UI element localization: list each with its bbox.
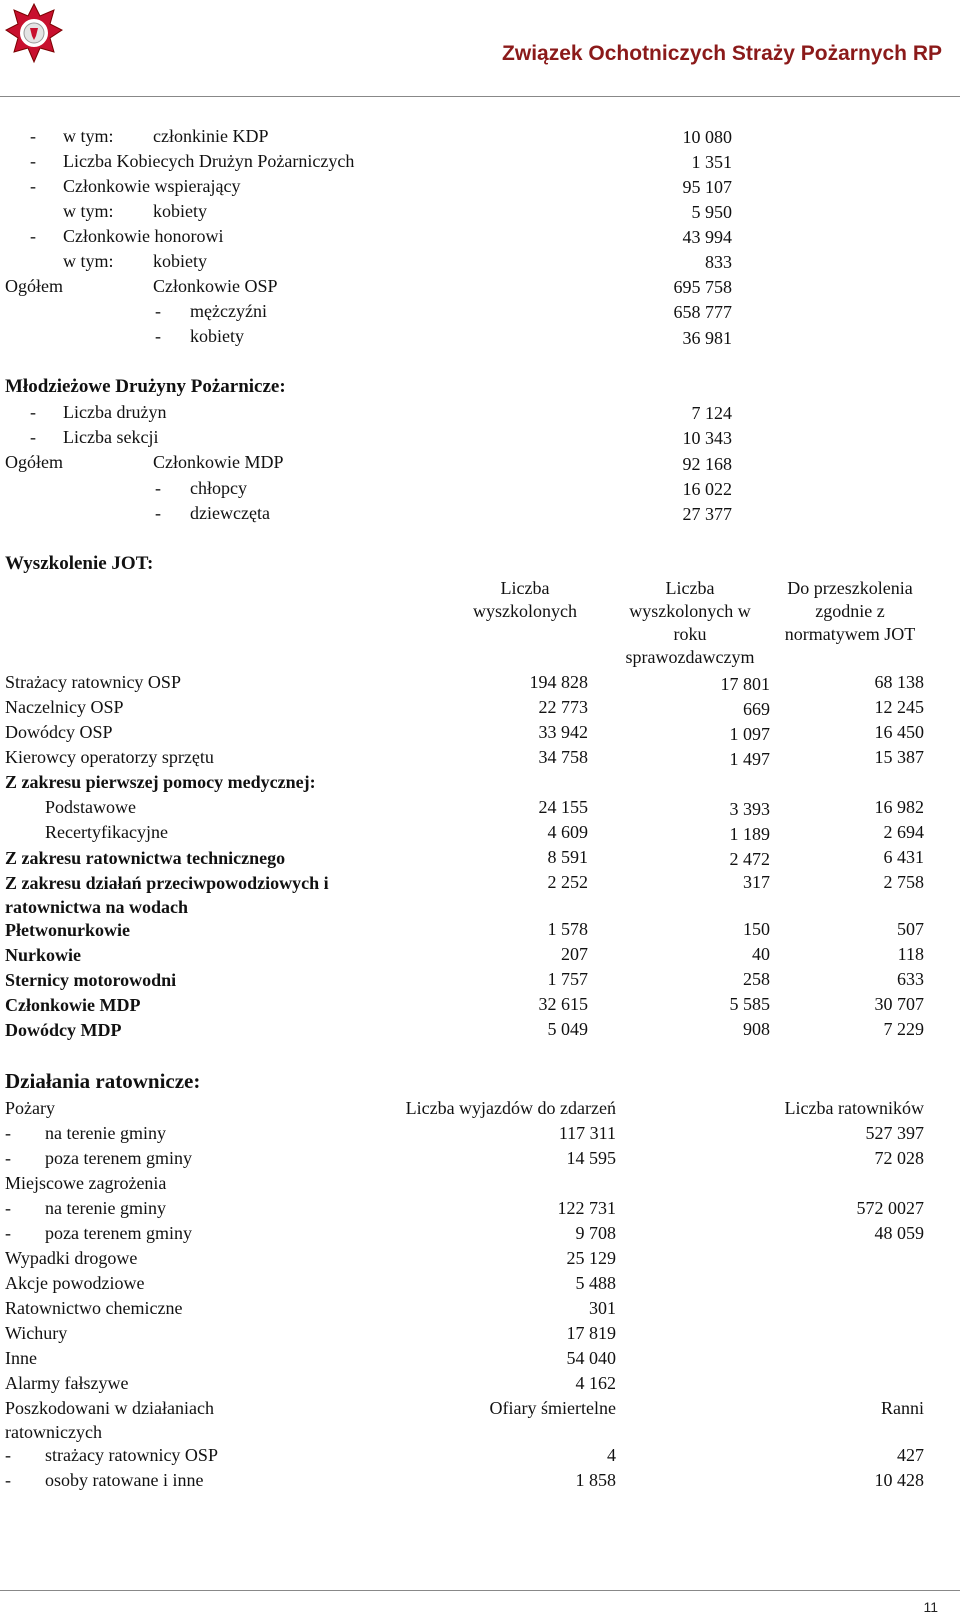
- cell-dispatches: 14 595: [566, 1148, 616, 1168]
- cell-trained: 22 773: [538, 697, 588, 717]
- cell-injured: 427: [897, 1445, 924, 1465]
- cell-dispatches: 5 488: [575, 1273, 616, 1293]
- header-line: Do przeszkolenia: [787, 578, 913, 598]
- cell-to-train: 7 229: [883, 1019, 924, 1039]
- row-prefix: -: [5, 1470, 11, 1490]
- cell-to-train: 118: [897, 944, 924, 964]
- cell-to-train: 16 982: [874, 797, 924, 817]
- cell-to-train: 68 138: [874, 672, 924, 692]
- row-value: 10 080: [682, 127, 732, 147]
- row-value: 7 124: [691, 403, 732, 423]
- cell-to-train: 16 450: [874, 722, 924, 742]
- row-label: Dowódcy MDP: [5, 1020, 122, 1040]
- row-label: Liczba drużyn: [63, 402, 167, 422]
- cell-trained: 33 942: [538, 722, 588, 742]
- cell-trained-year: 2 472: [729, 849, 770, 869]
- cell-dispatches: 9 708: [575, 1223, 616, 1243]
- cell-dispatches: 122 731: [557, 1198, 616, 1218]
- row-sublabel: -: [155, 326, 161, 346]
- row-value: 1 351: [691, 152, 732, 172]
- row-label: Pożary: [5, 1098, 55, 1118]
- cell-dispatches: 301: [589, 1298, 616, 1318]
- row-prefix: -: [30, 226, 36, 246]
- cell-trained-year: 1 189: [729, 824, 770, 844]
- header-divider: [0, 96, 960, 97]
- column-header-rescuers: Liczba ratowników: [784, 1098, 924, 1118]
- row-label: Sternicy motorowodni: [5, 970, 177, 990]
- row-label: Z zakresu ratownictwa technicznego: [5, 848, 286, 868]
- column-header-injured: Ranni: [881, 1398, 924, 1418]
- row-label: Poszkodowani w działaniach: [5, 1398, 214, 1418]
- row-label: Miejscowe zagrożenia: [5, 1173, 167, 1193]
- row-prefix: Ogółem: [5, 452, 63, 472]
- cell-trained-year: 1 097: [729, 724, 770, 744]
- row-label: Członkowie MDP: [5, 995, 141, 1015]
- cell-trained-year: 17 801: [720, 674, 770, 694]
- cell-trained: 1 757: [547, 969, 588, 989]
- cell-trained-year: 908: [743, 1019, 770, 1039]
- row-prefix: -: [30, 402, 36, 422]
- row-label: dziewczęta: [190, 503, 270, 523]
- row-label-cont: ratowniczych: [5, 1422, 102, 1442]
- row-label: Podstawowe: [45, 797, 136, 817]
- cell-dispatches: 4 162: [575, 1373, 616, 1393]
- cell-rescuers: 48 059: [874, 1223, 924, 1243]
- row-label: Kierowcy operatorzy sprzętu: [5, 747, 214, 767]
- row-label: na terenie gminy: [45, 1123, 166, 1143]
- row-label: Płetwonurkowie: [5, 920, 130, 940]
- row-label: Alarmy fałszywe: [5, 1373, 129, 1393]
- row-value: 43 994: [682, 227, 732, 247]
- column-header-to-train: [770, 577, 930, 646]
- row-label: poza terenem gminy: [45, 1148, 192, 1168]
- row-value: 36 981: [682, 328, 732, 348]
- cell-trained-year: 3 393: [729, 799, 770, 819]
- row-sublabel: Członkowie OSP: [153, 276, 278, 296]
- row-label: Strażacy ratownicy OSP: [5, 672, 181, 692]
- section-title: Młodzieżowe Drużyny Pożarnicze:: [5, 376, 286, 397]
- row-value: 695 758: [673, 277, 732, 297]
- row-sublabel: mężczyźni: [190, 301, 267, 321]
- row-prefix: -: [5, 1123, 11, 1143]
- row-label: Z zakresu działań przeciwpowodziowych i: [5, 873, 329, 893]
- row-label: w tym:: [63, 126, 114, 146]
- cell-trained-year: 150: [743, 919, 770, 939]
- row-label: Akcje powodziowe: [5, 1273, 145, 1293]
- osp-emblem-logo: [4, 2, 64, 64]
- cell-trained-year: 5 585: [729, 994, 770, 1014]
- row-label: Wichury: [5, 1323, 68, 1343]
- row-label: strażacy ratownicy OSP: [45, 1445, 218, 1465]
- row-prefix: -: [30, 427, 36, 447]
- cell-fatalities: 1 858: [575, 1470, 616, 1490]
- row-value: 95 107: [682, 177, 732, 197]
- cell-trained: 32 615: [538, 994, 588, 1014]
- row-prefix: -: [5, 1445, 11, 1465]
- row-label: w tym:: [63, 251, 114, 271]
- header-line: Liczba: [500, 578, 550, 598]
- row-label: -: [155, 478, 161, 498]
- cell-trained-year: 317: [743, 872, 770, 892]
- row-label: Dowódcy OSP: [5, 722, 113, 742]
- header-line: wyszkolonych: [473, 601, 577, 621]
- cell-trained: 194 828: [529, 672, 588, 692]
- cell-fatalities: 4: [607, 1445, 616, 1465]
- row-label: Członkowie MDP: [153, 452, 284, 472]
- cell-dispatches: 117 311: [558, 1123, 616, 1143]
- header-line: zgodnie z: [815, 601, 885, 621]
- row-label: -: [155, 503, 161, 523]
- row-prefix: -: [30, 151, 36, 171]
- cell-to-train: 507: [897, 919, 924, 939]
- section-title: Działania ratownicze:: [5, 1069, 201, 1093]
- cell-to-train: 6 431: [883, 847, 924, 867]
- row-sublabel: kobiety: [153, 251, 207, 271]
- cell-dispatches: 54 040: [566, 1348, 616, 1368]
- row-label: Naczelnicy OSP: [5, 697, 124, 717]
- row-sublabel: członkinie KDP: [153, 126, 269, 146]
- header-line: Liczba: [665, 578, 715, 598]
- cell-to-train: 15 387: [874, 747, 924, 767]
- row-label: poza terenem gminy: [45, 1223, 192, 1243]
- row-sublabel: kobiety: [190, 326, 244, 346]
- row-value: 658 777: [673, 302, 732, 322]
- row-prefix: -: [30, 176, 36, 196]
- row-value: 10 343: [682, 428, 732, 448]
- page-number: 11: [923, 1599, 938, 1615]
- cell-trained: 24 155: [538, 797, 588, 817]
- row-label: Wypadki drogowe: [5, 1248, 138, 1268]
- row-label: Ratownictwo chemiczne: [5, 1298, 183, 1318]
- row-prefix: Ogółem: [5, 276, 63, 296]
- cell-trained: 207: [561, 944, 588, 964]
- row-value: 92 168: [682, 454, 732, 474]
- cell-trained-year: 1 497: [729, 749, 770, 769]
- cell-trained: 4 609: [547, 822, 588, 842]
- header-line: wyszkolonych w: [629, 601, 751, 621]
- cell-dispatches: 17 819: [566, 1323, 616, 1343]
- cell-trained-year: 258: [743, 969, 770, 989]
- row-label: Nurkowie: [5, 945, 81, 965]
- row-value: 27 377: [682, 504, 732, 524]
- cell-trained: 34 758: [538, 747, 588, 767]
- column-header-fatalities: Ofiary śmiertelne: [489, 1398, 616, 1418]
- row-label: Z zakresu pierwszej pomocy medycznej:: [5, 772, 316, 792]
- row-value: 16 022: [682, 479, 732, 499]
- row-label: na terenie gminy: [45, 1198, 166, 1218]
- cell-trained: 8 591: [547, 847, 588, 867]
- cell-trained: 5 049: [547, 1019, 588, 1039]
- row-label: Inne: [5, 1348, 37, 1368]
- cell-to-train: 30 707: [874, 994, 924, 1014]
- cell-rescuers: 527 397: [865, 1123, 924, 1143]
- organization-title: Związek Ochotniczych Straży Pożarnych RP: [502, 42, 942, 65]
- column-header-trained-year: [610, 577, 770, 669]
- row-label: w tym:: [63, 201, 114, 221]
- column-header-trained: [455, 577, 595, 623]
- row-prefix: -: [5, 1223, 11, 1243]
- row-prefix: -: [30, 126, 36, 146]
- cell-dispatches: 25 129: [566, 1248, 616, 1268]
- header-line: normatywem JOT: [784, 624, 916, 644]
- row-value: 5 950: [691, 202, 732, 222]
- section-title: Wyszkolenie JOT:: [5, 553, 154, 574]
- cell-trained: 1 578: [547, 919, 588, 939]
- row-value: 833: [705, 252, 732, 272]
- cell-injured: 10 428: [874, 1470, 924, 1490]
- header-line: sprawozdawczym: [625, 647, 755, 667]
- row-sublabel: kobiety: [153, 201, 207, 221]
- cell-trained: 2 252: [547, 872, 588, 892]
- row-label: Członkowie honorowi: [63, 226, 224, 246]
- column-header-dispatches: Liczba wyjazdów do zdarzeń: [405, 1098, 616, 1118]
- row-label: osoby ratowane i inne: [45, 1470, 204, 1490]
- cell-trained-year: 669: [743, 699, 770, 719]
- row-label: Recertyfikacyjne: [45, 822, 168, 842]
- footer-divider: [0, 1590, 960, 1591]
- row-label-cont: ratownictwa na wodach: [5, 897, 188, 917]
- row-label: Liczba Kobiecych Drużyn Pożarniczych: [63, 151, 355, 171]
- cell-trained-year: 40: [752, 944, 770, 964]
- row-label: Liczba sekcji: [63, 427, 159, 447]
- row-label: chłopcy: [190, 478, 247, 498]
- cell-to-train: 12 245: [874, 697, 924, 717]
- row-prefix: -: [5, 1198, 11, 1218]
- cell-to-train: 633: [897, 969, 924, 989]
- row-sublabel: -: [155, 301, 161, 321]
- cell-rescuers: 72 028: [874, 1148, 924, 1168]
- cell-to-train: 2 694: [883, 822, 924, 842]
- row-prefix: -: [5, 1148, 11, 1168]
- header-line: roku: [673, 624, 707, 644]
- row-label: Członkowie wspierający: [63, 176, 241, 196]
- cell-rescuers: 572 0027: [856, 1198, 924, 1218]
- cell-to-train: 2 758: [883, 872, 924, 892]
